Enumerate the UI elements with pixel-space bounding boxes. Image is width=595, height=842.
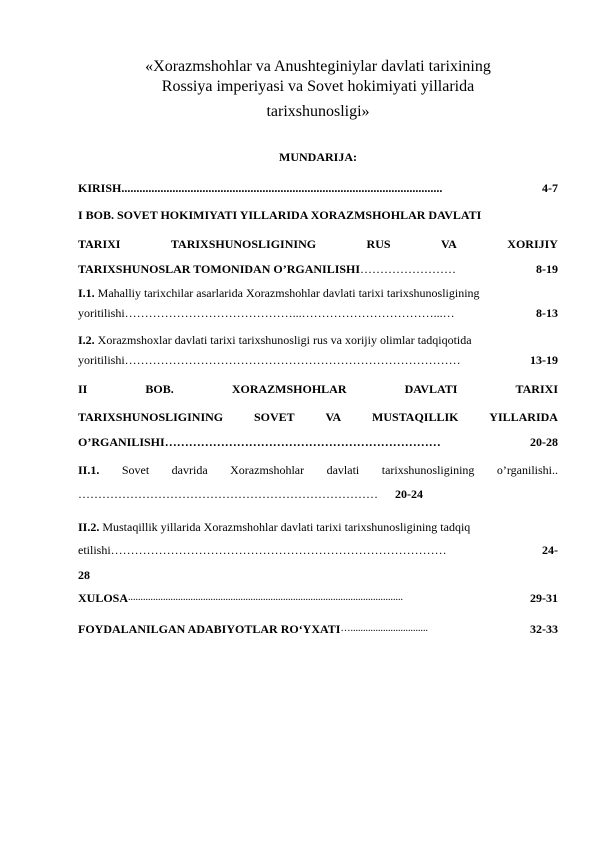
toc-word: Xorazmshohlar xyxy=(230,463,305,477)
toc-page: 20-24 xyxy=(395,487,423,501)
toc-page: 20-28 xyxy=(530,435,558,449)
toc-page: 13-19 xyxy=(530,353,558,367)
toc-word: TARIXSHUNOSLIGINING xyxy=(170,237,317,251)
toc-page: 4-7 xyxy=(542,181,558,195)
toc-word: II xyxy=(78,382,88,396)
toc-section-1-1-line-2 xyxy=(78,305,558,321)
toc-word: MUSTAQILLIK xyxy=(372,410,459,424)
toc-label: TARIXSHUNOSLAR TOMONIDAN O’RGANILISHI xyxy=(78,262,361,276)
toc-section-text: Mahalliy tarixchilar asarlarida Xorazmshohlar davlati tarixi tarixshunosligining xyxy=(97,286,480,300)
toc-word: RUS xyxy=(366,237,391,251)
toc-word: XORIJIY xyxy=(507,237,558,251)
toc-word: davlati xyxy=(326,463,360,477)
toc-chapter-1-line-2 xyxy=(78,236,558,252)
toc-word: tarixshunosligining xyxy=(381,463,475,477)
toc-chapter-2-line-1 xyxy=(78,381,558,397)
toc-word: VA xyxy=(325,410,342,424)
toc-section-2-2-line-1 xyxy=(78,519,558,535)
toc-word: VA xyxy=(441,237,457,251)
toc-label: KIRISH xyxy=(78,181,122,195)
toc-word: DAVLATI xyxy=(404,382,458,396)
toc-section-2-1-line-1 xyxy=(78,462,558,478)
toc-label: etilishi xyxy=(78,543,111,557)
toc-entry-kirish xyxy=(78,180,558,196)
toc-word: Sovet xyxy=(121,463,150,477)
toc-chapter-text: I BOB. SOVET HOKIMIYATI YILLARIDA XORAZMSHOHLAR DAVLATI xyxy=(78,208,482,222)
toc-word: SOVET xyxy=(253,410,295,424)
toc-word: YILLARIDA xyxy=(489,410,558,424)
toc-leader: ………………………………………………………………………… xyxy=(110,543,447,557)
toc-section-2-1-line-2 xyxy=(78,486,558,502)
toc-word: davrida xyxy=(171,463,208,477)
toc-chapter-1-line-1 xyxy=(78,207,558,223)
toc-leader: ……………………………………...……………………………...… xyxy=(124,306,455,320)
toc-label: XULOSA xyxy=(78,591,129,605)
toc-section-text: Xorazmshoxlar davlati tarixi tarixshunosligi rus va xorijiy olimlar tadqiqotida xyxy=(97,333,472,347)
toc-section-number: II.1. xyxy=(78,463,100,477)
toc-section-1-1-line-1 xyxy=(78,285,558,301)
toc-leader: .............................................................................................................. xyxy=(128,592,404,603)
toc-chapter-2-line-3 xyxy=(78,434,558,450)
toc-leader: ………………………………………………………………… xyxy=(78,487,378,501)
toc-page-continued: 28 xyxy=(78,568,90,582)
toc-page: 32-33 xyxy=(530,622,558,636)
toc-leader: ........................................................................................................... xyxy=(121,181,443,195)
toc-label: O’RGANILISHI xyxy=(78,435,165,449)
toc-page: 8-13 xyxy=(536,306,558,320)
toc-section-1-2-line-2 xyxy=(78,352,558,368)
document-title-line-1: «Xorazmshohlar va Anushteginiylar davlati tarixining xyxy=(145,58,491,75)
toc-section-number: I.2. xyxy=(78,333,95,347)
toc-entry-adabiyotlar xyxy=(78,621,558,637)
toc-section-text: Mustaqillik yillarida Xorazmshohlar davlati tarixi tarixshunosligining tadqiq xyxy=(102,520,471,534)
document-title-line-2: Rossiya imperiyasi va Sovet hokimiyati yillarida xyxy=(161,78,475,95)
document-title-line-3: tarixshunosligi» xyxy=(266,103,370,120)
toc-entry-xulosa xyxy=(78,590,558,606)
toc-section-2-2-line-2 xyxy=(78,542,558,558)
toc-section-number: I.1. xyxy=(78,286,95,300)
toc-label: yoritilishi xyxy=(78,353,125,367)
toc-leader: …………………… xyxy=(360,262,457,276)
toc-heading: MUNDARIJA: xyxy=(279,150,357,164)
toc-word: XORAZMSHOHLAR xyxy=(231,382,347,396)
toc-chapter-2-line-2 xyxy=(78,409,558,425)
toc-word: TARIXI xyxy=(515,382,558,396)
toc-leader: …………………………………………………………… xyxy=(164,435,441,449)
toc-word: TARIXI xyxy=(78,237,121,251)
toc-label: FOYDALANILGAN ADABIYOTLAR RO‘YXATI xyxy=(78,622,341,636)
toc-section-2-2-line-3 xyxy=(78,567,558,583)
toc-label: yoritilishi xyxy=(78,306,125,320)
toc-word: TARIXSHUNOSLIGINING xyxy=(78,410,224,424)
toc-page: 24- xyxy=(542,543,558,557)
toc-section-1-2-line-1 xyxy=(78,332,558,348)
toc-page: 8-19 xyxy=(536,262,558,276)
toc-word: o’rganilishi.. xyxy=(496,463,558,477)
toc-leader: ………………………………………………………………………… xyxy=(124,353,461,367)
toc-chapter-1-line-3 xyxy=(78,261,558,277)
toc-section-number: II.2. xyxy=(78,520,100,534)
toc-leader: …............................... xyxy=(340,623,428,634)
toc-page: 29-31 xyxy=(530,591,558,605)
toc-word: BOB. xyxy=(145,382,174,396)
